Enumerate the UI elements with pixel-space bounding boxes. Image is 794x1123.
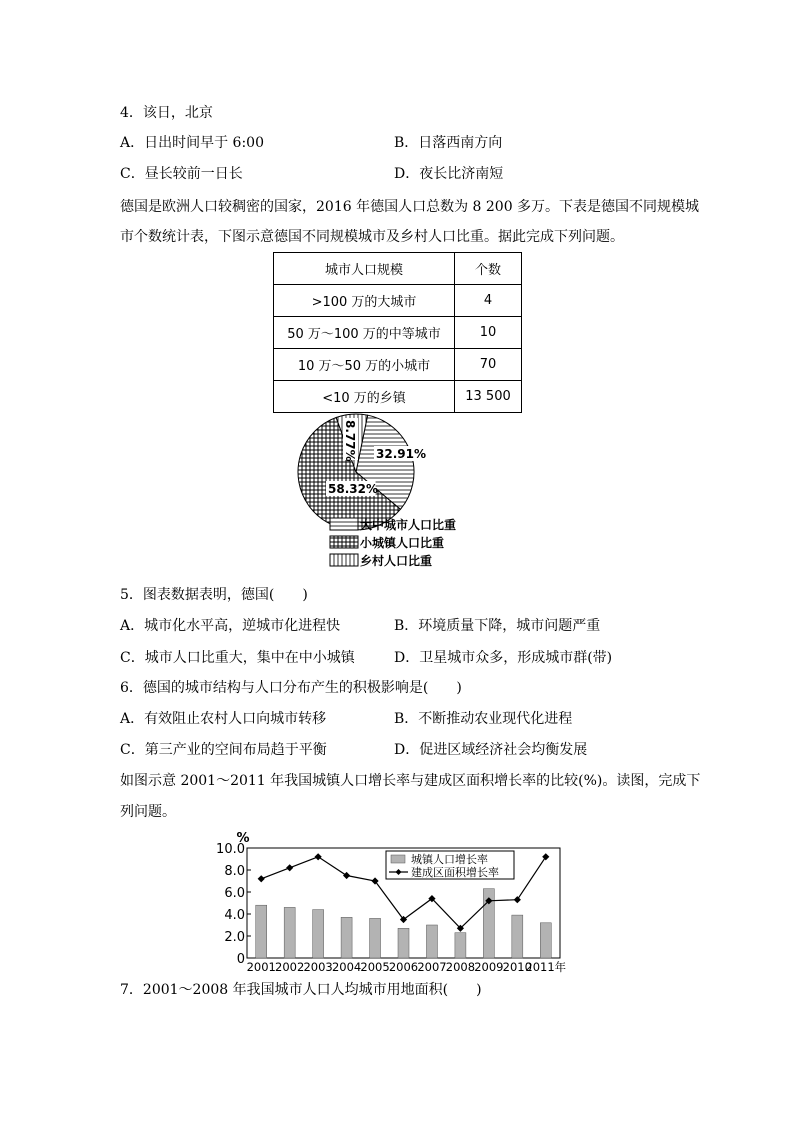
x-tick-label: 2001 [246, 960, 276, 974]
line-point [343, 872, 350, 879]
x-tick-label: 2002 [275, 960, 305, 974]
q4-option-a: A．日出时间早于 6:00 [120, 135, 264, 151]
q7-stem: 7．2001～2008 年我国城市人口人均城市用地面积( ) [120, 982, 482, 998]
y-tick-label: 8.0 [224, 864, 245, 879]
x-tick-label: 2010 [502, 960, 532, 974]
bar-urban-population-growth [455, 933, 466, 958]
intro2-line-2: 列问题。 [120, 804, 176, 820]
y-axis-unit-label: % [236, 831, 250, 846]
x-tick-label: 2009 [474, 960, 504, 974]
x-tick-label: 2003 [303, 960, 333, 974]
bar-urban-population-growth [540, 923, 551, 958]
q5-option-c: C．城市人口比重大，集中在中小城镇 [120, 650, 355, 666]
bar-urban-population-growth [341, 917, 352, 958]
y-tick-label: 6.0 [224, 886, 245, 901]
bar-urban-population-growth [426, 925, 437, 958]
table-cell-scale: <10 万的乡镇 [274, 381, 455, 413]
q6-option-c: C．第三产业的空间布局趋于平衡 [120, 742, 327, 758]
table-cell-count: 13 500 [455, 381, 522, 413]
table-header-count: 个数 [455, 253, 522, 285]
q4-option-d: D．夜长比济南短 [394, 166, 504, 182]
q5-option-a: A．城市化水平高，逆城市化进程快 [120, 618, 341, 634]
x-tick-label: 2011年 [525, 960, 567, 974]
q4-stem: 4．该日，北京 [120, 105, 213, 121]
bar-urban-population-growth [256, 905, 267, 958]
q5-option-d: D．卫星城市众多，形成城市群(带) [394, 650, 613, 666]
table-cell-scale: 10 万～50 万的小城市 [274, 349, 455, 381]
intro1-line-1: 德国是欧洲人口较稠密的国家，2016 年德国人口总数为 8 200 多万。下表是德国不同规模城 [120, 199, 700, 215]
q6-option-d: D．促进区域经济社会均衡发展 [394, 742, 588, 758]
x-tick-label: 2008 [445, 960, 476, 974]
pie-slice-label: 32.91% [376, 447, 426, 461]
bar-urban-population-growth [313, 910, 324, 958]
x-tick-label: 2004 [331, 960, 362, 974]
pie-legend-label: 小城镇人口比重 [360, 536, 445, 550]
q6-option-b: B．不断推动农业现代化进程 [394, 711, 573, 727]
y-tick-label: 2.0 [224, 930, 245, 945]
pie-slice-label: 58.32% [328, 482, 378, 496]
q5-stem: 5．图表数据表明，德国( ) [120, 587, 308, 603]
bar-urban-population-growth [512, 915, 523, 958]
line-point [514, 896, 521, 903]
line-point [286, 864, 293, 871]
x-tick-label: 2006 [388, 960, 419, 974]
intro1-line-2: 市个数统计表，下图示意德国不同规模城市及乡村人口比重。据此完成下列问题。 [120, 229, 624, 245]
y-tick-label: 4.0 [224, 908, 245, 923]
table-cell-scale: 50 万～100 万的中等城市 [274, 317, 455, 349]
legend-swatch-bar [391, 855, 405, 863]
pie-legend-label: 乡村人口比重 [360, 554, 433, 568]
y-tick-label: 0 [236, 952, 245, 967]
pie-legend-label: 大中城市人口比重 [360, 518, 457, 532]
intro2-line-1: 如图示意 2001～2011 年我国城镇人口增长率与建成区面积增长率的比较(%)。读图，完成下 [120, 773, 701, 789]
pie-slice-label: 8.77% [343, 420, 357, 462]
q5-option-b: B．环境质量下降，城市问题严重 [394, 618, 601, 634]
table-cell-count: 70 [455, 349, 522, 381]
legend-label-bar: 城镇人口增长率 [411, 853, 488, 866]
q4-option-c: C．昼长较前一日长 [120, 166, 243, 182]
table-cell-scale: >100 万的大城市 [274, 285, 455, 317]
table-cell-count: 4 [455, 285, 522, 317]
q6-stem: 6．德国的城市结构与人口分布产生的积极影响是( ) [120, 680, 462, 696]
x-tick-label: 2005 [360, 960, 390, 974]
bar-urban-population-growth [398, 928, 409, 958]
q6-option-a: A．有效阻止农村人口向城市转移 [120, 711, 327, 727]
line-point [542, 853, 549, 860]
bar-urban-population-growth [370, 918, 381, 958]
bar-urban-population-growth [284, 907, 295, 958]
table-header-scale: 城市人口规模 [274, 253, 455, 285]
y-tick-label: 10.0 [216, 842, 245, 857]
q4-option-b: B．日落西南方向 [394, 135, 503, 151]
x-tick-label: 2007 [417, 960, 447, 974]
line-point [315, 853, 322, 860]
table-cell-count: 10 [455, 317, 522, 349]
legend-label-line: 建成区面积增长率 [411, 866, 499, 879]
line-point [258, 875, 265, 882]
